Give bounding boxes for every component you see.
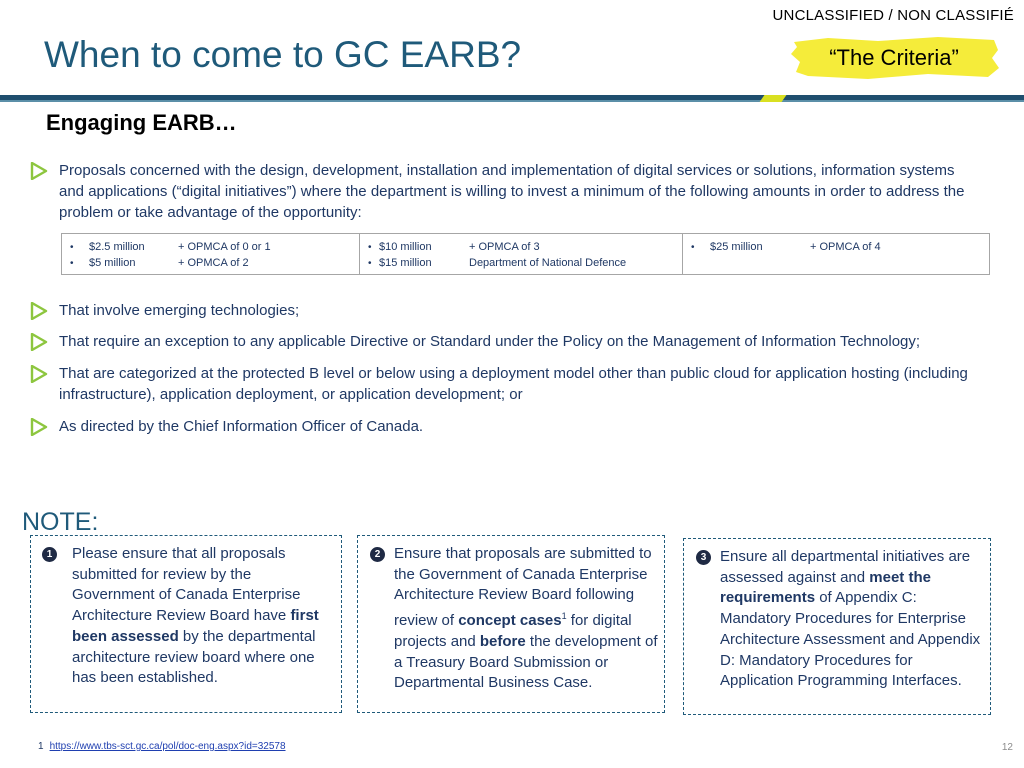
note-text [72, 544, 333, 689]
bullet-text: That are categorized at the protected B level or below using a deployment model other than public cloud for application hosting (including infrastructure), application deployment, or application development; or [59, 365, 968, 403]
criteria-bullet [30, 160, 980, 223]
threshold-row [70, 255, 351, 271]
note-text-emphasis: first been assessed [72, 607, 319, 645]
note-text-part: for digital projects and [394, 612, 632, 650]
note-text-part: Please ensure that all proposals submitted for review by the Government of Canada Enterprise Architecture Review Board have [72, 545, 301, 625]
footnote-number: 1 [38, 741, 44, 752]
bullet-dot: • [368, 257, 372, 269]
note-box [683, 538, 991, 715]
threshold-amount: $5 million [89, 257, 136, 269]
threshold-amount: $10 million [379, 241, 432, 253]
footnote-link[interactable]: https://www.tbs-sct.gc.ca/pol/doc-eng.aspx?id=32578 [49, 741, 286, 752]
threshold-condition: + OPMCA of 0 or 1 [178, 241, 271, 253]
criteria-bullet [30, 363, 980, 405]
threshold-amount: $15 million [379, 257, 432, 269]
note-box [357, 535, 665, 713]
criteria-bullet [30, 300, 980, 321]
green-triangle-icon [30, 365, 48, 383]
threshold-row [368, 239, 674, 255]
criteria-bullet [30, 416, 980, 437]
bullet-dot: • [70, 241, 74, 253]
note-text-emphasis: before [479, 632, 526, 650]
note-text-part: by the departmental architecture review board where one has been established. [72, 627, 316, 687]
note-text-emphasis: meet the requirements [720, 568, 931, 607]
circled-number-icon: 3 [696, 550, 711, 565]
bullet-text: Proposals concerned with the design, development, installation and implementation of digital services or solutions, information systems and applications (“digital initiatives”) where the department is willing to invest a minimum of the following amounts in order to address the problem or take advantage of the opportunity: [59, 162, 965, 221]
criteria-tag-label: “The Criteria” [829, 45, 959, 70]
green-triangle-icon [30, 418, 48, 436]
footnote-reference: 1 [561, 611, 567, 622]
note-text [720, 547, 984, 692]
threshold-amount: $25 million [710, 241, 763, 253]
threshold-column [62, 234, 359, 274]
green-triangle-icon [30, 333, 48, 351]
note-text-part: Ensure that proposals are submitted to the Government of Canada Enterprise Architecture Review Board following review of [394, 545, 652, 630]
bullet-text: That require an exception to any applicable Directive or Standard under the Policy on the Management of Information Technology; [59, 333, 921, 350]
circled-number-icon: 1 [42, 547, 57, 562]
threshold-condition: + OPMCA of 4 [810, 241, 881, 253]
bullet-text: As directed by the Chief Information Officer of Canada. [59, 418, 424, 435]
classification-banner: UNCLASSIFIED / NON CLASSIFIÉ [772, 7, 1014, 24]
note-text-part: of Appendix C: Mandatory Procedures for Enterprise Architecture Assessment and Appendix D: Mandatory Procedures for Application Programming Interfaces. [720, 589, 981, 690]
slide-title: When to come to GC EARB? [44, 34, 522, 75]
bullet-dot: • [70, 257, 74, 269]
threshold-amount: $2.5 million [89, 241, 145, 253]
threshold-condition: + OPMCA of 2 [178, 257, 249, 269]
page-number: 12 [1001, 742, 1013, 753]
note-text-part: Ensure all departmental initiatives are assessed against and [720, 548, 971, 586]
criteria-bullet [30, 331, 980, 352]
threshold-column [359, 234, 682, 274]
threshold-row [691, 239, 981, 255]
note-label: NOTE: [22, 508, 99, 536]
header-divider-light [0, 100, 1024, 102]
bullet-dot: • [368, 241, 372, 253]
footnote [38, 741, 286, 752]
green-triangle-icon [30, 162, 48, 180]
criteria-tag [788, 36, 1000, 80]
green-triangle-icon [30, 302, 48, 320]
threshold-condition: + OPMCA of 3 [469, 241, 540, 253]
note-text [394, 544, 658, 694]
note-box [30, 535, 342, 713]
bullet-text: That involve emerging technologies; [59, 302, 300, 319]
note-text-part: the development of a Treasury Board Submission or Departmental Business Case. [394, 632, 658, 692]
bullet-dot: • [691, 241, 695, 253]
circled-number-icon: 2 [370, 547, 385, 562]
threshold-condition: Department of National Defence [469, 257, 627, 269]
threshold-row [368, 255, 674, 271]
note-text-emphasis: concept cases [458, 612, 562, 630]
investment-threshold-table [61, 233, 990, 275]
threshold-row [70, 239, 351, 255]
section-heading: Engaging EARB… [46, 110, 237, 135]
threshold-column [682, 234, 989, 274]
